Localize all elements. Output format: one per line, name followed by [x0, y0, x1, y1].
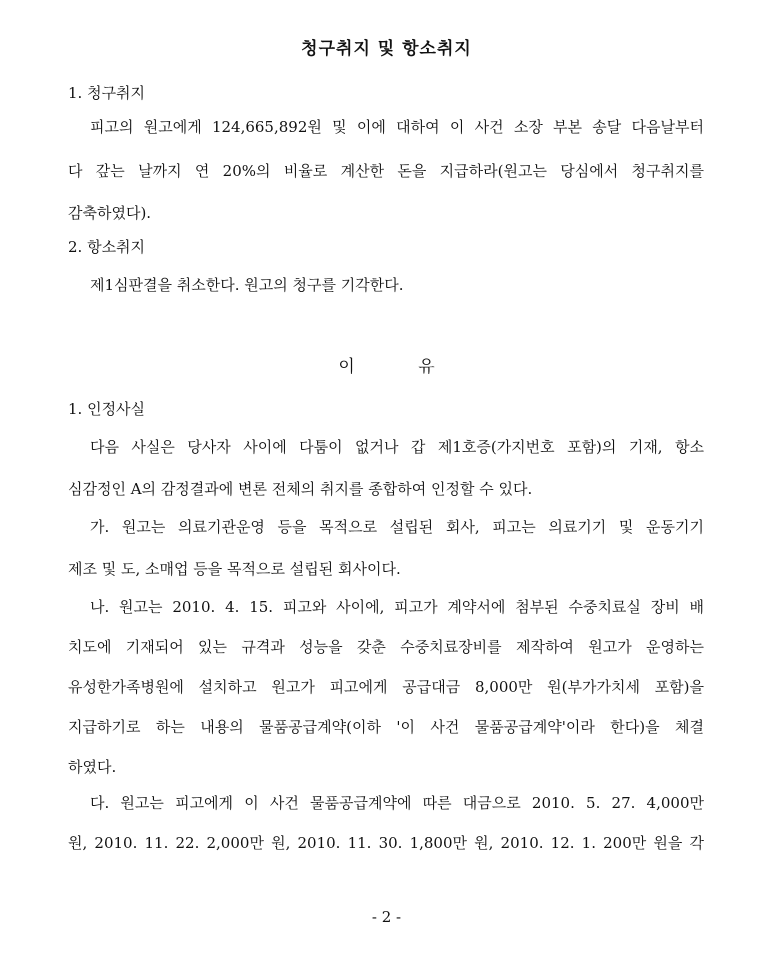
claim-heading: 1. 청구취지	[68, 84, 146, 102]
item-na-line: 나. 원고는 2010. 4. 15. 피고와 사이에, 피고가 계약서에 첨부된 수중치료실 장비 배	[90, 598, 704, 616]
item-na-paragraph	[68, 596, 704, 776]
item-na-line: 유성한가족병원에 설치하고 원고가 피고에게 공급대금 8,000만 원(부가가치세 포함)을	[68, 678, 704, 696]
claim-line: 다 갚는 날까지 연 20%의 비율로 계산한 돈을 지급하라(원고는 당심에서 청구취지를	[68, 162, 704, 180]
facts-intro-line: 다음 사실은 당사자 사이에 다툼이 없거나 갑 제1호증(가지번호 포함)의 기재, 항소	[90, 438, 704, 456]
appeal-line: 제1심판결을 취소한다. 원고의 청구를 기각한다.	[90, 276, 404, 294]
item-ga-line: 제조 및 도, 소매업 등을 목적으로 설립된 회사이다.	[68, 560, 401, 578]
item-na-line: 치도에 기재되어 있는 규격과 성능을 갖춘 수중치료장비를 제작하여 원고가 운영하는	[68, 638, 704, 656]
item-da-line: 다. 원고는 피고에게 이 사건 물품공급계약에 따른 대금으로 2010. 5. 27. 4,000만	[90, 794, 704, 812]
reason-title: 이 유	[338, 357, 435, 377]
item-ga-line: 가. 원고는 의료기관운영 등을 목적으로 설립된 회사, 피고는 의료기기 및 운동기기	[90, 518, 704, 536]
item-na-line: 지급하기로 하는 내용의 물품공급계약(이하 '이 사건 물품공급계약'이라 한다)을 체결	[68, 718, 704, 736]
claim-line: 감축하였다).	[68, 204, 152, 222]
item-ga-paragraph	[68, 516, 704, 586]
facts-intro-line: 심감정인 A의 감정결과에 변론 전체의 취지를 종합하여 인정할 수 있다.	[68, 480, 533, 498]
appeal-heading: 2. 항소취지	[68, 238, 146, 256]
claim-line: 피고의 원고에게 124,665,892원 및 이에 대하여 이 사건 소장 부본 송달 다음날부터	[90, 118, 704, 136]
facts-intro-paragraph	[68, 436, 704, 506]
claim-paragraph	[68, 116, 704, 226]
facts-heading: 1. 인정사실	[68, 400, 146, 418]
item-da-paragraph	[68, 792, 704, 862]
item-na-line: 하였다.	[68, 758, 117, 776]
page-number: - 2 -	[371, 908, 402, 926]
item-da-line: 원, 2010. 11. 22. 2,000만 원, 2010. 11. 30. 1,800만 원, 2010. 12. 1. 200만 원을 각	[68, 834, 704, 852]
appeal-paragraph	[68, 274, 704, 298]
document-title: 청구취지 및 항소취지	[301, 39, 472, 59]
